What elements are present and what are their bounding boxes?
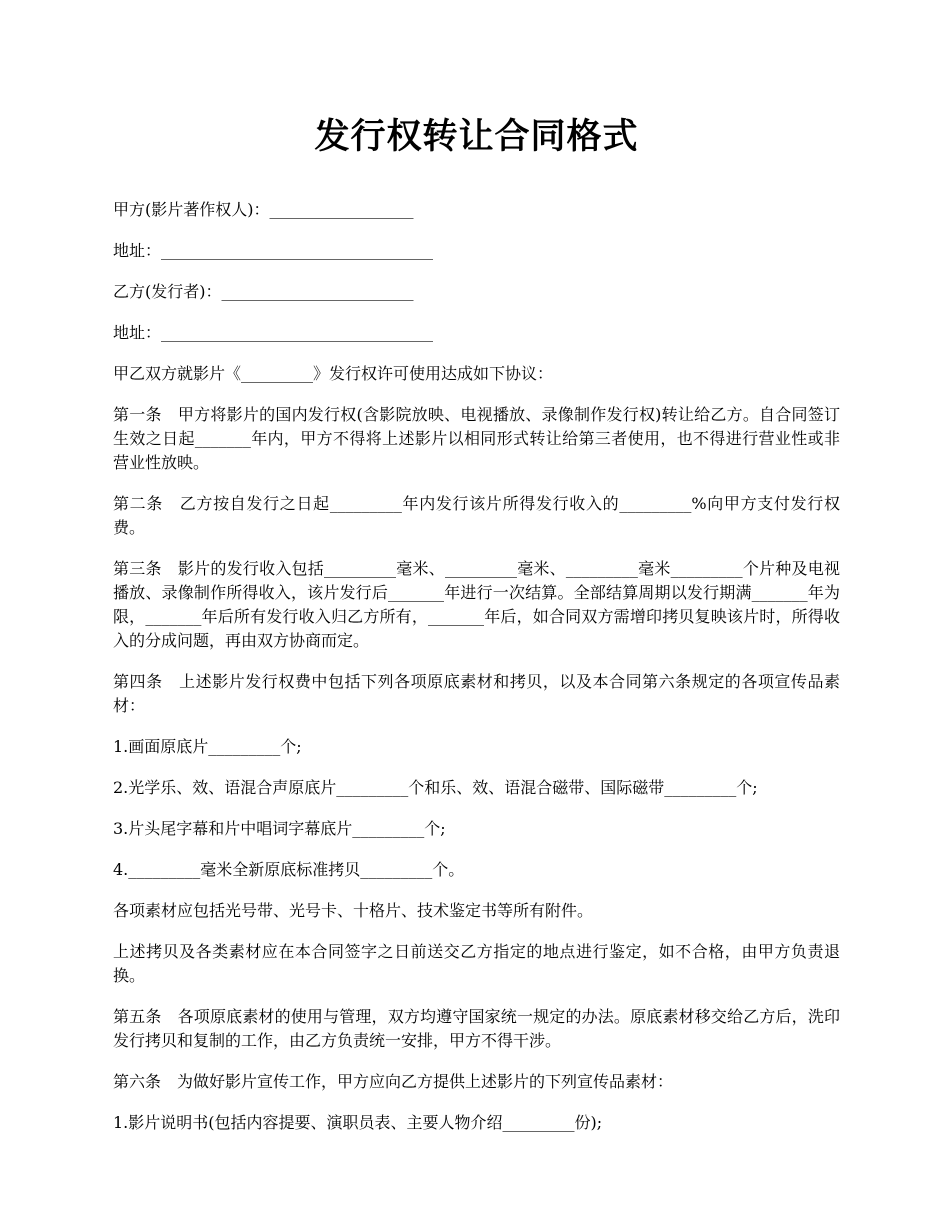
party-a-line: 甲方(影片著作权人)：__________________	[113, 200, 414, 219]
article-6: 第六条 为做好影片宣传工作，甲方应向乙方提供上述影片的下列宣传品素材：	[113, 1072, 674, 1091]
article-1: 第一条 甲方将影片的国内发行权(含影院放映、电视播放、录像制作发行权)转让给乙方。自合同签订生效之日起_______年内，甲方不得将上述影片以相同形式转让给第三者使用，也不得进行营业性或非营业性放映。	[113, 405, 840, 472]
article-4-item-1: 1.画面原底片_________个;	[113, 737, 302, 756]
document-title: 发行权转让合同格式	[314, 116, 639, 157]
article-4-item-3: 3.片头尾字幕和片中唱词字幕底片_________个;	[113, 819, 446, 838]
materials-note: 各项素材应包括光号带、光号卡、十格片、技术鉴定书等所有附件。	[113, 901, 594, 920]
article-5: 第五条 各项原底素材的使用与管理，双方均遵守国家统一规定的办法。原底素材移交给乙方后，洗印发行拷贝和复制的工作，由乙方负责统一安排，甲方不得干涉。	[113, 1007, 840, 1050]
article-2: 第二条 乙方按自发行之日起_________年内发行该片所得发行收入的_________%向甲方支付发行权费。	[113, 494, 840, 537]
article-6-item-1: 1.影片说明书(包括内容提要、演职员表、主要人物介绍_________份);	[113, 1113, 603, 1132]
agreement-intro: 甲乙双方就影片《_________》发行权许可使用达成如下协议：	[113, 364, 554, 383]
article-4-item-2: 2.光学乐、效、语混合声原底片_________个和乐、效、语混合磁带、国际磁带_________个;	[113, 778, 758, 797]
article-4-item-4: 4._________毫米全新原底标准拷贝_________个。	[113, 860, 465, 879]
party-b-address-line: 地址：__________________________________	[113, 323, 434, 342]
article-4: 第四条 上述影片发行权费中包括下列各项原底素材和拷贝，以及本合同第六条规定的各项宣传品素材：	[113, 672, 840, 715]
party-b-line: 乙方(发行者)：________________________	[113, 282, 414, 301]
inspection-note: 上述拷贝及各类素材应在本合同签字之日前送交乙方指定的地点进行鉴定，如不合格，由甲方负责退换。	[113, 942, 840, 985]
article-3: 第三条 影片的发行收入包括_________毫米、_________毫米、_________毫米_________个片种及电视播放、录像制作所得收入，该片发行后_______年进行一次结算。全部结算周期以发行期满_______年为限，_______年后所有发行收入归乙方所有，_______年后，如合同双方需增印拷贝复映该片时，所得收入的分成问题，再由双方协商而定。	[113, 559, 840, 650]
party-a-address-line: 地址：__________________________________	[113, 241, 434, 260]
